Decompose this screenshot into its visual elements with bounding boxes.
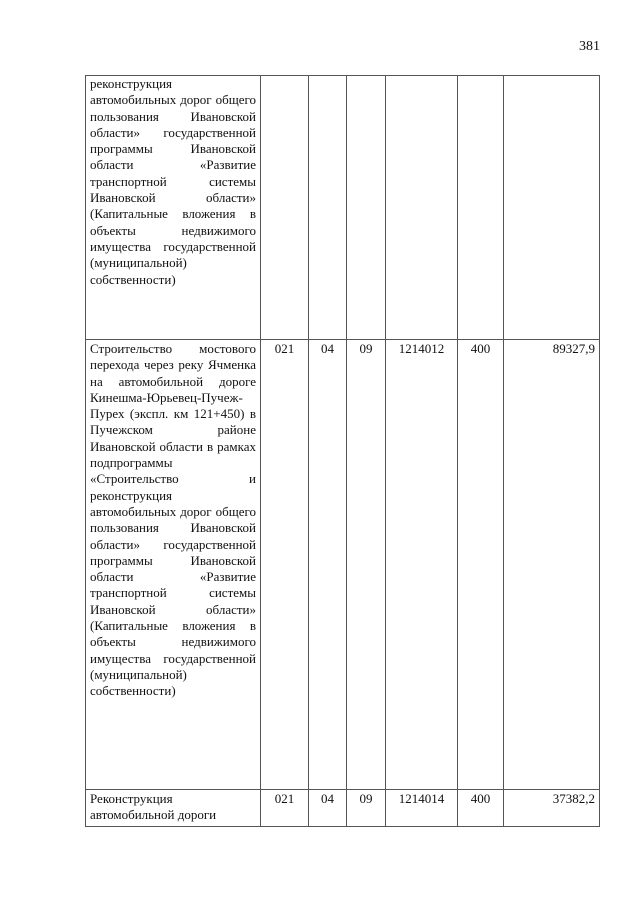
amount: 37382,2 — [504, 790, 600, 827]
ministry-code: 021 — [261, 340, 309, 790]
section-code: 04 — [309, 790, 347, 827]
row-name: Реконструкция автомобильной дороги — [86, 790, 261, 827]
table-row — [86, 340, 600, 790]
target-article-code — [386, 76, 458, 340]
page-number: 381 — [579, 39, 600, 54]
section-code: 04 — [309, 340, 347, 790]
budget-table — [85, 75, 600, 827]
expense-type-code: 400 — [458, 340, 504, 790]
amount — [504, 76, 600, 340]
section-code — [309, 76, 347, 340]
ministry-code: 021 — [261, 790, 309, 827]
ministry-code — [261, 76, 309, 340]
amount: 89327,9 — [504, 340, 600, 790]
row-name: Строительство мостового перехода через реку Ячменка на автомобильной дороге Кинешма-Юрьевец-Пучеж-Пурех (экспл. км 121+450) в Пучежском районе Ивановской области в рамках подпрограммы «Строительство и реконструкция автомобильных дорог общего пользования Ивановской области» государственной программы Ивановской области «Развитие транспортной системы Ивановской области» (Капитальные вложения в объекты недвижимого имущества государственной (муниципальной) собственности) — [86, 340, 261, 790]
target-article-code: 1214012 — [386, 340, 458, 790]
subsection-code: 09 — [347, 790, 386, 827]
table-row — [86, 76, 600, 340]
subsection-code — [347, 76, 386, 340]
expense-type-code — [458, 76, 504, 340]
subsection-code: 09 — [347, 340, 386, 790]
expense-type-code: 400 — [458, 790, 504, 827]
row-name: реконструкция автомобильных дорог общего пользования Ивановской области» государственной программы Ивановской области «Развитие транспортной системы Ивановской области» (Капитальные вложения в объекты недвижимого имущества государственной (муниципальной) собственности) — [86, 76, 261, 340]
table-row — [86, 790, 600, 827]
target-article-code: 1214014 — [386, 790, 458, 827]
